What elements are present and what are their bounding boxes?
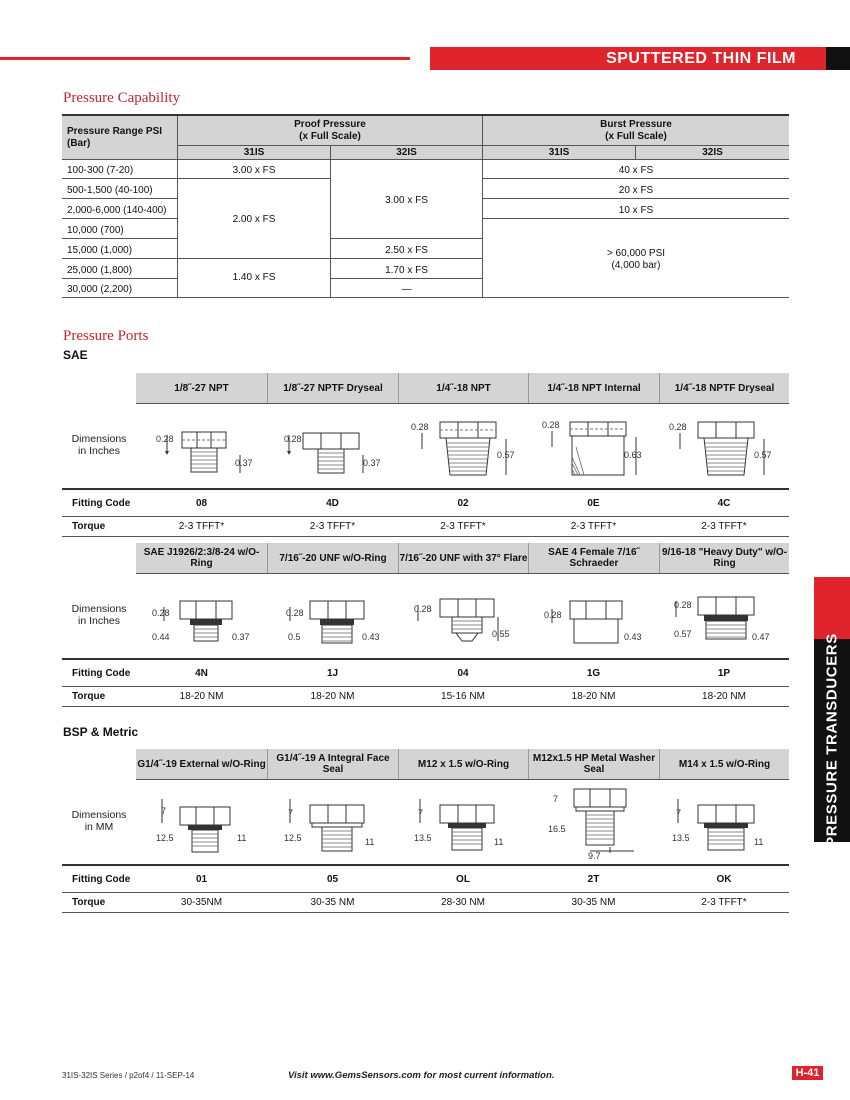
- bsp-dim-c-4: 9.7: [588, 851, 601, 861]
- sae1-dim-b-2: 0.37: [363, 458, 381, 468]
- sae2-dim-a-2: 0.28: [286, 608, 304, 618]
- bsp-label: BSP & Metric: [63, 725, 139, 739]
- proof32-value-3: 1.70 x FS: [385, 265, 428, 276]
- footer-doc-ref: 31IS-32IS Series / p2of4 / 11-SEP-14: [62, 1071, 195, 1080]
- sae2-code-4: 1G: [586, 668, 601, 679]
- proof32-value-2: 2.50 x FS: [385, 245, 428, 256]
- bsp-torque-2: 30-35 NM: [310, 897, 355, 908]
- burst-31is: 31IS: [548, 147, 570, 158]
- range-row-4: 10,000 (700): [67, 225, 124, 236]
- range-row-6: 25,000 (1,800): [67, 265, 133, 276]
- proof31-value-3: 1.40 x FS: [232, 272, 276, 283]
- bsp-header-2: G1/4˝-19 A Integral Face Seal: [267, 749, 398, 779]
- burst-value-1: 40 x FS: [618, 165, 654, 176]
- bsp-torque-label: Torque: [72, 897, 106, 908]
- proof32-value-1: 3.00 x FS: [385, 195, 428, 206]
- bsp-code-2: 05: [326, 874, 339, 885]
- bsp-torque-3: 28-30 NM: [441, 897, 485, 908]
- sae2-header-2: 7/16˝-20 UNF w/O-Ring: [267, 543, 398, 573]
- bsp-torque-1: 30-35NM: [180, 897, 223, 908]
- bsp-dim-b-2: 12.5: [284, 833, 302, 843]
- side-tab-red: [814, 577, 850, 639]
- sae2-dim-c-2: 0.43: [362, 632, 380, 642]
- sae1-code-4: 0E: [587, 498, 600, 509]
- burst-value-4: > 60,000 PSI: [606, 248, 666, 259]
- bsp-dim-a-4: 7: [553, 794, 559, 804]
- fitting-drawing-05: [280, 795, 390, 861]
- bsp-fitting-label: Fitting Code: [72, 874, 131, 885]
- sae1-header-1: 1/8˝-27 NPT: [136, 373, 267, 403]
- burst-value-3: 10 x FS: [618, 205, 654, 216]
- sae1-code-5: 4C: [717, 498, 731, 509]
- bsp-dim-a-1: 7: [161, 806, 167, 816]
- bsp-dim-b-4: 16.5: [548, 824, 566, 834]
- sae2-code-1: 4N: [195, 668, 208, 679]
- range-row-3: 2,000-6,000 (140-400): [67, 205, 167, 216]
- sae2-dim-a-1: 0.28: [152, 608, 170, 618]
- header-black-block: [826, 47, 850, 70]
- sae-table-2: [62, 543, 789, 708]
- page-number-badge: H-41: [792, 1066, 823, 1080]
- sae2-dim-c-1: 0.37: [232, 632, 250, 642]
- sae1-dims-label: Dimensions in Inches: [71, 433, 127, 457]
- col-burst-sub: (x Full Scale): [605, 131, 667, 142]
- sae1-fitting-label: Fitting Code: [72, 498, 131, 509]
- sae2-code-2: 1J: [326, 668, 339, 679]
- sae1-dim-b-5: 0.57: [754, 450, 772, 460]
- sae-table-1: [62, 373, 789, 538]
- sae2-dim-b-1: 0.44: [152, 632, 170, 642]
- bsp-code-5: OK: [716, 874, 732, 885]
- col-range-header: Pressure Range PSI (Bar): [67, 126, 163, 149]
- bsp-dim-c-3: 11: [494, 837, 504, 847]
- header-rule: [0, 57, 410, 60]
- sae2-dim-a-3: 0.28: [414, 604, 432, 614]
- sae1-torque-3: 2-3 TFFT*: [440, 521, 486, 532]
- sae2-torque-5: 18-20 NM: [702, 691, 746, 702]
- sae1-dim-a-4: 0.28: [542, 420, 560, 430]
- sae1-dim-b-1: 0.37: [235, 458, 253, 468]
- bsp-dim-c-5: 11: [754, 837, 764, 847]
- sae1-header-5: 1/4˝-18 NPTF Dryseal: [659, 373, 789, 403]
- sae1-torque-4: 2-3 TFFT*: [570, 521, 617, 532]
- range-row-7: 30,000 (2,200): [67, 284, 133, 295]
- sae1-dim-a-1: 0.28: [156, 434, 174, 444]
- col-proof-sub: (x Full Scale): [299, 131, 361, 142]
- footer-visit-link[interactable]: Visit www.GemsSensors.com for most current information.: [288, 1070, 555, 1081]
- capability-table: [62, 114, 789, 298]
- sae2-dim-c-5: 0.47: [752, 632, 770, 642]
- sae1-dim-a-2: 0.28: [284, 434, 302, 444]
- range-row-2: 500-1,500 (40-100): [67, 185, 153, 196]
- sae1-code-1: 08: [195, 498, 208, 509]
- sae1-dim-a-3: 0.28: [411, 422, 429, 432]
- range-row-5: 15,000 (1,000): [67, 245, 133, 256]
- sae2-torque-3: 15-16 NM: [441, 691, 485, 702]
- bsp-header-5: M14 x 1.5 w/O-Ring: [659, 749, 789, 779]
- sae2-dim-b-5: 0.57: [674, 629, 692, 639]
- bsp-header-4: M12x1.5 HP Metal Washer Seal: [528, 749, 659, 779]
- sae1-header-3: 1/4˝-18 NPT: [398, 373, 528, 403]
- fitting-drawing-ol: [410, 795, 520, 861]
- fitting-drawing-01: [150, 795, 260, 861]
- bsp-code-1: 01: [195, 874, 208, 885]
- sae2-dim-a-5: 0.28: [674, 600, 692, 610]
- bsp-dim-a-3: 7: [418, 808, 424, 818]
- sae2-header-5: 9/16-18 "Heavy Duty" w/O-Ring: [659, 543, 789, 573]
- sae2-torque-1: 18-20 NM: [179, 691, 224, 702]
- col-proof-header: Proof Pressure: [294, 119, 366, 130]
- proof-32is: 32IS: [396, 147, 417, 158]
- capability-title: Pressure Capability: [63, 90, 181, 106]
- proof31-value-1: 3.00 x FS: [232, 165, 276, 176]
- bsp-dim-c-1: 11: [237, 833, 247, 843]
- sae1-header-4: 1/4˝-18 NPT Internal: [528, 373, 659, 403]
- ports-title: Pressure Ports: [63, 328, 149, 344]
- header-band-title: SPUTTERED THIN FILM: [430, 47, 826, 70]
- bsp-dim-a-2: 7: [288, 808, 294, 818]
- bsp-dim-b-1: 12.5: [156, 833, 174, 843]
- bsp-dims-label: Dimensions in MM: [71, 809, 127, 833]
- fitting-drawing-1j: [280, 595, 390, 655]
- col-burst-header: Burst Pressure: [600, 119, 672, 130]
- sae2-dims-label: Dimensions in Inches: [71, 603, 127, 627]
- sae2-torque-4: 18-20 NM: [571, 691, 616, 702]
- sae2-header-1: SAE J1926/2:3/8-24 w/O-Ring: [136, 543, 267, 573]
- sae1-dim-b-4: 0.63: [624, 450, 642, 460]
- sae1-header-2: 1/8˝-27 NPTF Dryseal: [267, 373, 398, 403]
- fitting-drawing-ok: [668, 795, 778, 861]
- range-row-1: 100-300 (7-20): [67, 165, 134, 176]
- sae2-fitting-label: Fitting Code: [72, 668, 131, 679]
- sae-label: SAE: [63, 348, 88, 362]
- sae2-code-3: 04: [457, 668, 469, 679]
- bsp-code-4: 2T: [587, 874, 600, 885]
- sae1-torque-label: Torque: [72, 521, 106, 532]
- proof32-value-4: —: [401, 284, 412, 295]
- sae1-code-3: 02: [457, 498, 469, 509]
- bsp-code-3: OL: [456, 874, 470, 885]
- proof31-value-2: 2.00 x FS: [232, 214, 276, 225]
- sae2-dim-c-3: 0.55: [492, 629, 510, 639]
- sae2-torque-2: 18-20 NM: [310, 691, 355, 702]
- sae2-dim-c-4: 0.43: [624, 632, 642, 642]
- sae2-code-5: 1P: [717, 668, 731, 679]
- sae2-torque-label: Torque: [72, 691, 106, 702]
- bsp-dim-b-5: 13.5: [672, 833, 690, 843]
- bsp-torque-5: 2-3 TFFT*: [701, 897, 747, 908]
- proof-31is: 31IS: [243, 147, 265, 158]
- sae2-header-3: 7/16˝-20 UNF with 37° Flare: [398, 543, 528, 573]
- sae2-dim-a-4: 0.28: [544, 610, 562, 620]
- bsp-torque-4: 30-35 NM: [571, 897, 616, 908]
- sae1-torque-5: 2-3 TFFT*: [701, 521, 747, 532]
- bsp-dim-b-3: 13.5: [414, 833, 432, 843]
- bsp-dim-a-5: 7: [676, 808, 682, 818]
- sae1-torque-1: 2-3 TFFT*: [178, 521, 225, 532]
- bsp-dim-c-2: 11: [365, 837, 375, 847]
- sae2-header-4: SAE 4 Female 7/16˝ Schraeder: [528, 543, 659, 573]
- burst-value-2: 20 x FS: [618, 185, 654, 196]
- sae2-dim-b-2: 0.5: [288, 632, 301, 642]
- burst-value-5: (4,000 bar): [611, 260, 661, 271]
- bsp-header-1: G1/4˝-19 External w/O-Ring: [136, 749, 267, 779]
- sae1-code-2: 4D: [326, 498, 339, 509]
- sae1-dim-b-3: 0.57: [497, 450, 515, 460]
- burst-32is: 32IS: [702, 147, 723, 158]
- sae1-torque-2: 2-3 TFFT*: [309, 521, 356, 532]
- side-tab-label: PRESSURE TRANSDUCERS: [823, 633, 841, 847]
- fitting-drawing-1g: [540, 595, 650, 655]
- bsp-table: [62, 749, 789, 914]
- bsp-header-3: M12 x 1.5 w/O-Ring: [398, 749, 528, 779]
- sae1-dim-a-5: 0.28: [669, 422, 687, 432]
- fitting-drawing-4n: [150, 595, 260, 655]
